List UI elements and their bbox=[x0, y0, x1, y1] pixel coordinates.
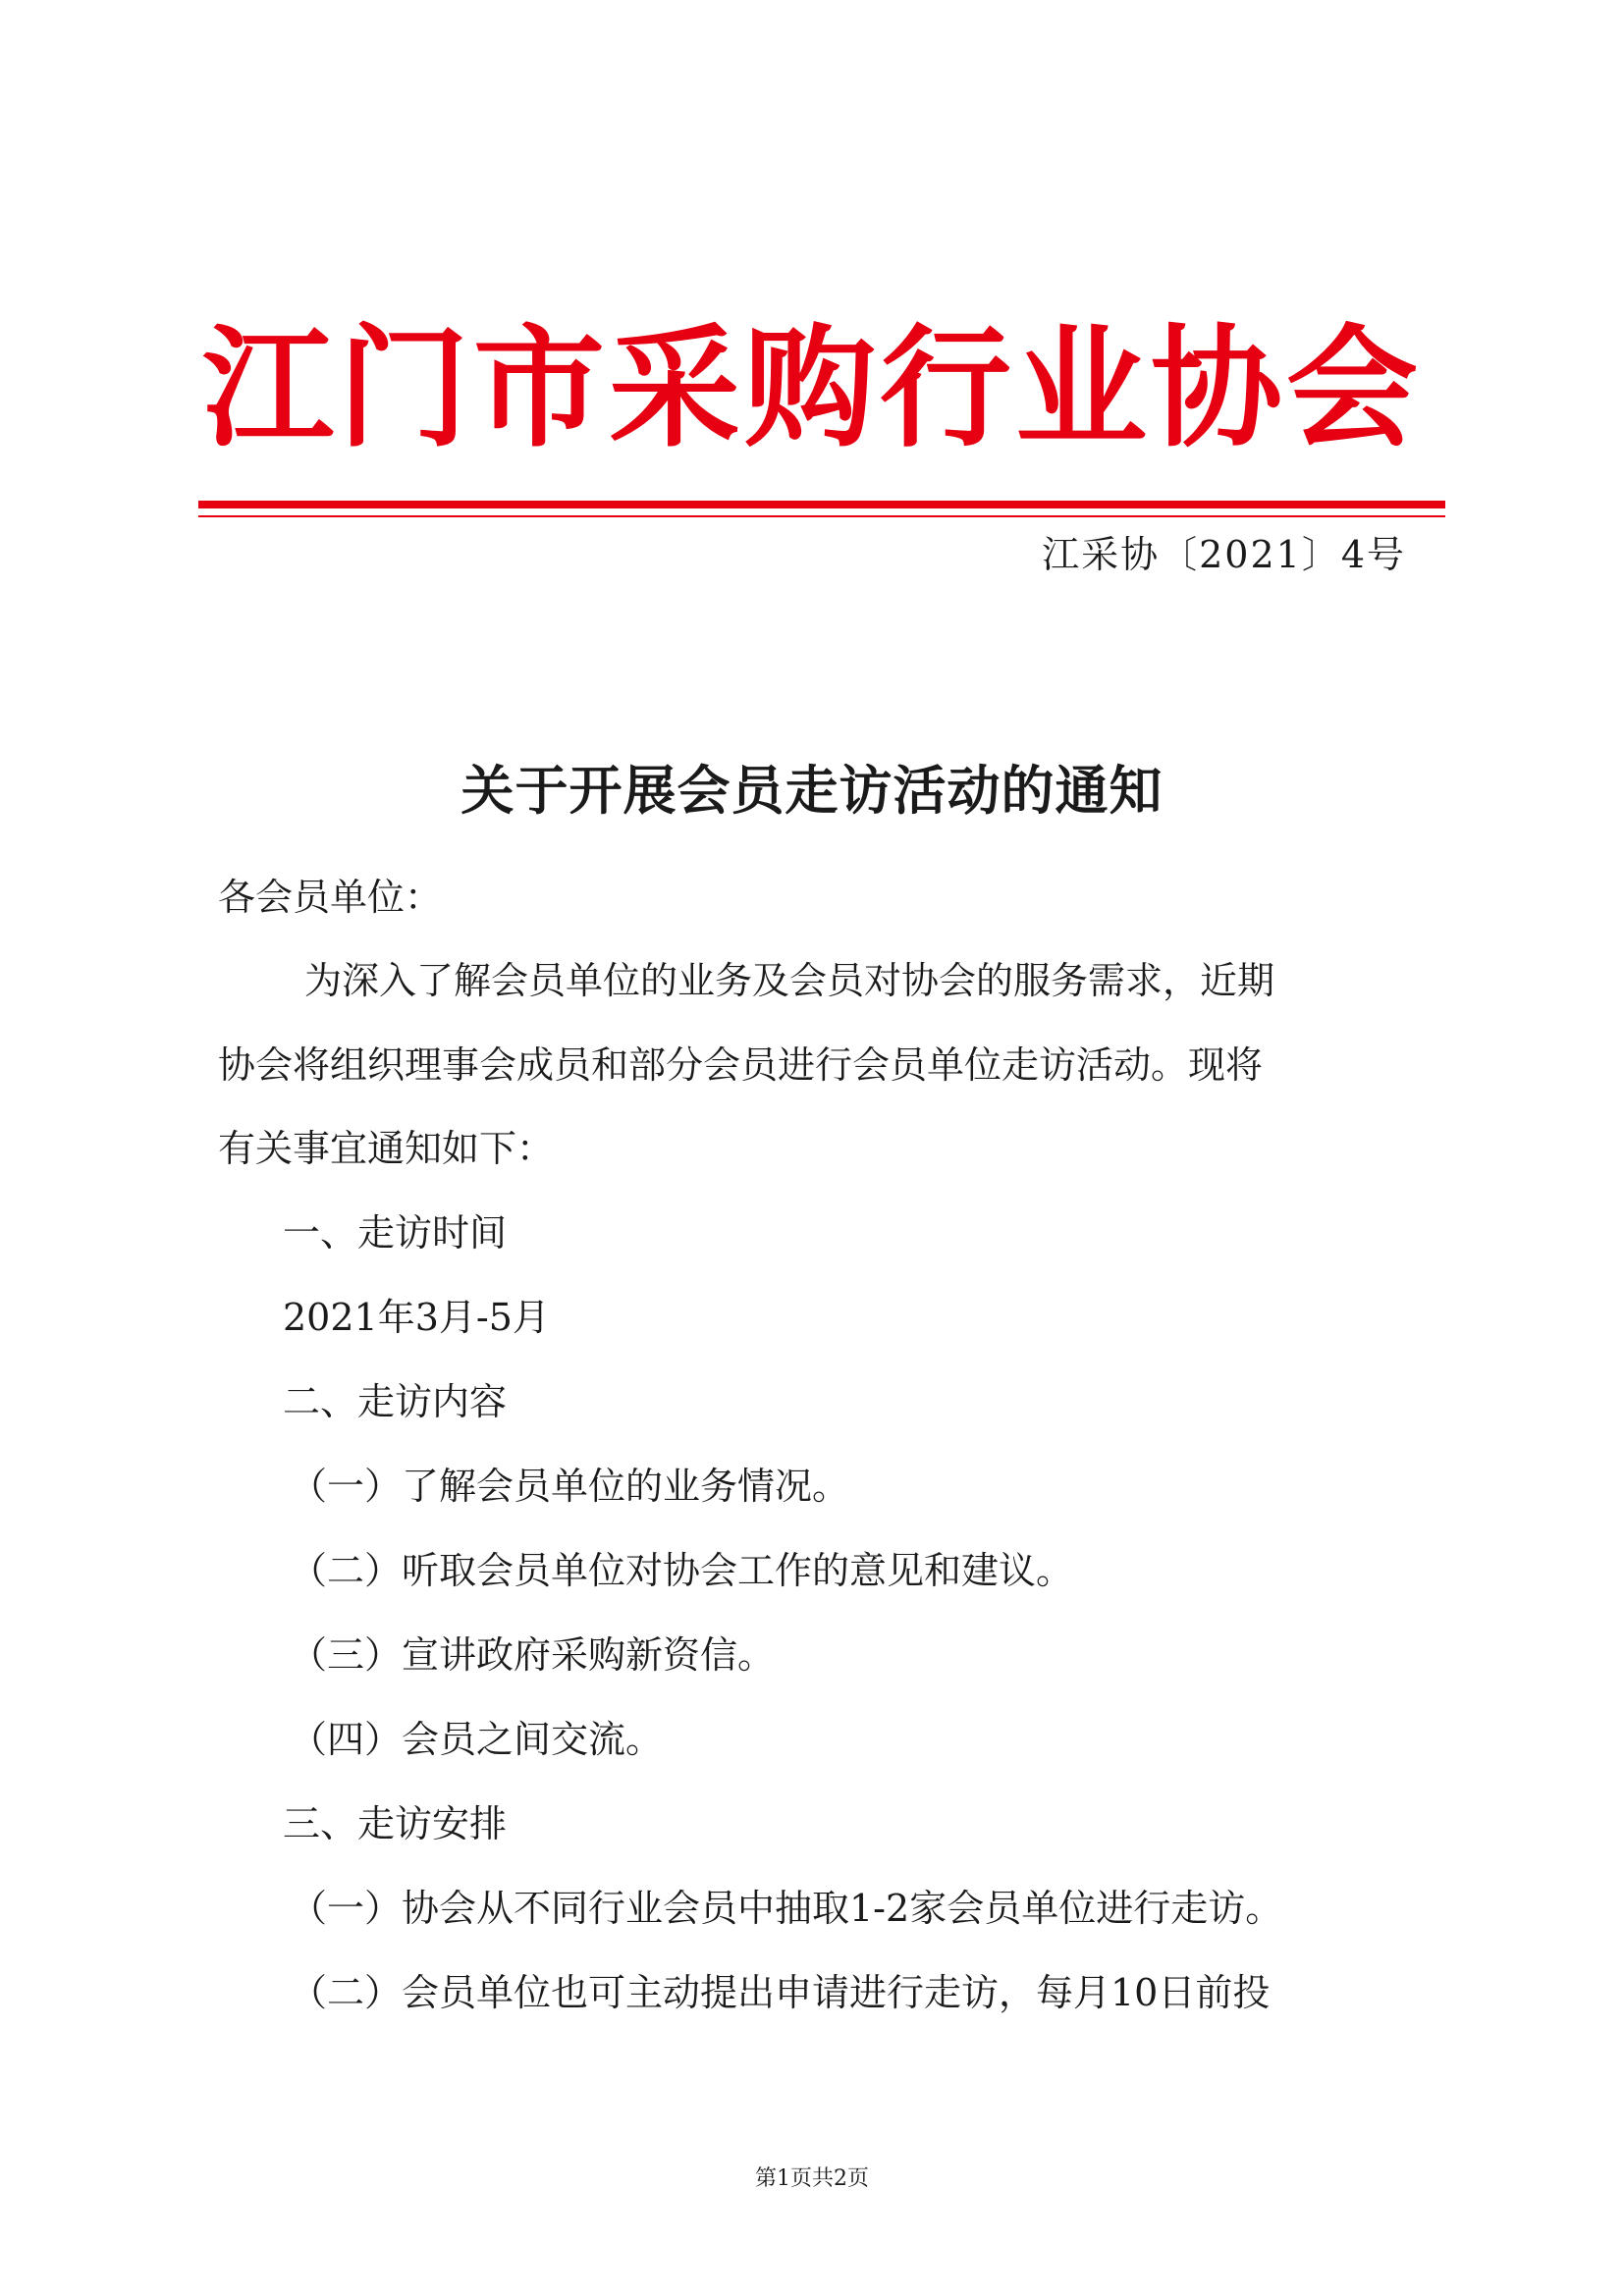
list-item: （三）宣讲政府采购新资信。 bbox=[290, 1633, 776, 1677]
section-heading-visit-time: 一、走访时间 bbox=[283, 1211, 508, 1255]
list-item: （四）会员之间交流。 bbox=[290, 1718, 664, 1761]
section-heading-visit-arrangement: 三、走访安排 bbox=[283, 1802, 508, 1845]
salutation: 各会员单位： bbox=[218, 876, 443, 919]
organization-letterhead: 江门市采购行业协会 bbox=[201, 310, 1422, 465]
intro-line: 为深入了解会员单位的业务及会员对协会的服务需求，近期 bbox=[304, 959, 1275, 1002]
section-heading-visit-content: 二、走访内容 bbox=[283, 1380, 508, 1423]
letterhead-rule-thick bbox=[198, 501, 1445, 508]
page-indicator: 第1页共2页 bbox=[755, 2166, 869, 2191]
intro-line: 协会将组织理事会成员和部分会员进行会员单位走访活动。现将 bbox=[218, 1043, 1264, 1087]
list-item: （二）会员单位也可主动提出申请进行走访，每月10日前投 bbox=[290, 1971, 1271, 2014]
list-item: （一）协会从不同行业会员中抽取1-2家会员单位进行走访。 bbox=[290, 1887, 1283, 1930]
letterhead-rule-thin bbox=[198, 515, 1445, 517]
notice-title: 关于开展会员走访活动的通知 bbox=[460, 759, 1164, 822]
document-number: 江采协〔2021〕4号 bbox=[1042, 533, 1406, 576]
visit-time-text: 2021年3月-5月 bbox=[283, 1296, 550, 1339]
list-item: （二）听取会员单位对协会工作的意见和建议。 bbox=[290, 1549, 1074, 1592]
list-item: （一）了解会员单位的业务情况。 bbox=[290, 1465, 850, 1508]
intro-line: 有关事宜通知如下： bbox=[218, 1127, 555, 1170]
